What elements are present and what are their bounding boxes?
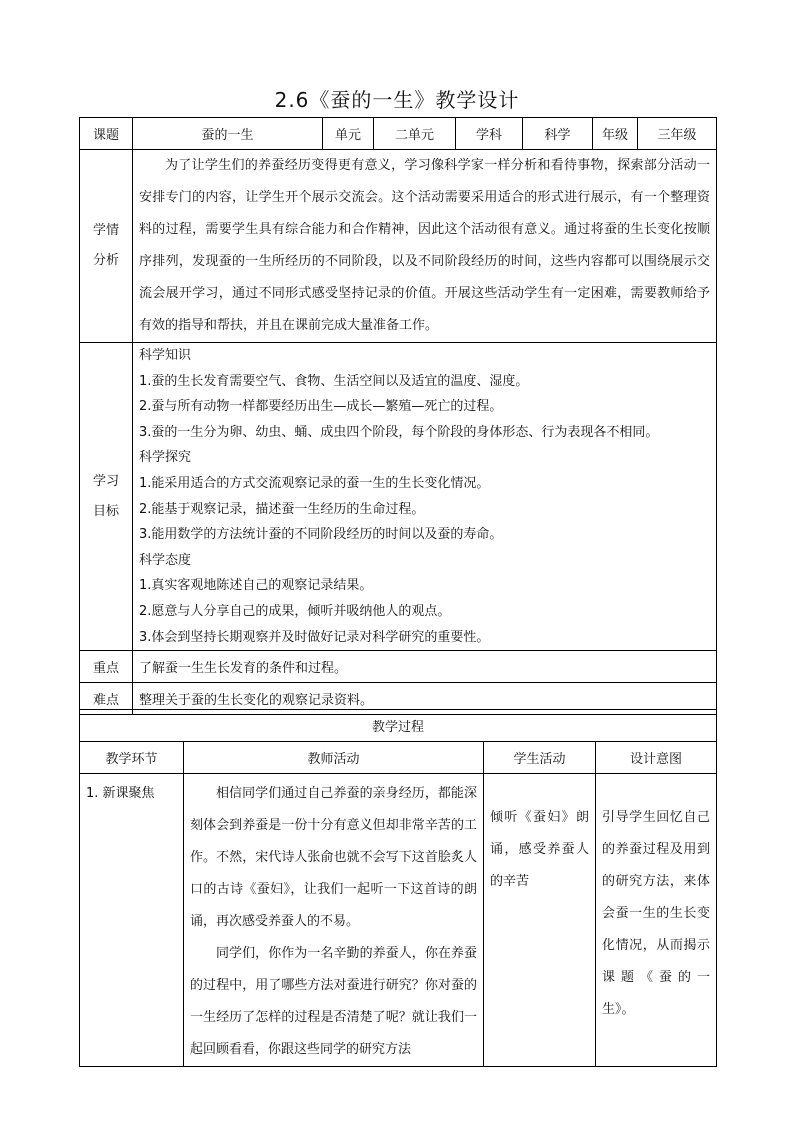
col-header-intent: 设计意图 bbox=[596, 742, 717, 774]
stage-cell: 1. 新课聚焦 bbox=[80, 774, 184, 1067]
design-intent-cell: 引导学生回忆自己的养蚕过程及用到的研究方法，来体会蚕一生的生长变化情况，从而揭示课题《蚕的一生》。 bbox=[596, 774, 717, 1067]
analysis-label bbox=[80, 150, 133, 343]
teacher-activity-cell bbox=[184, 774, 484, 1067]
grade-label: 年级 bbox=[593, 118, 638, 150]
goal-item: 3.蚕的一生分为卵、幼虫、蛹、成虫四个阶段，每个阶段的身体形态、行为表现各不相同。 bbox=[139, 424, 659, 440]
goal-item: 2.能基于观察记录，描述蚕一生经历的生命过程。 bbox=[139, 501, 425, 517]
key-point-text: 了解蚕一生生长发育的条件和过程。 bbox=[133, 651, 717, 683]
header-row bbox=[80, 118, 717, 150]
goal-item: 1.真实客观地陈述自己的观察记录结果。 bbox=[139, 578, 373, 594]
analysis-label-line2: 分析 bbox=[92, 253, 119, 268]
teacher-paragraph: 同学们，你作为一名辛勤的养蚕人，你在养蚕的过程中，用了哪些方法对蚕进行研究？你对蚕的一生经历了怎样的过程是否清楚了呢？就让我们一起回顾看看，你跟这些同学的研究方法 bbox=[190, 946, 477, 1057]
subject-label: 学科 bbox=[456, 118, 523, 150]
goal-item: 1.蚕的生长发育需要空气、食物、生活空间以及适宜的温度、湿度。 bbox=[139, 373, 529, 389]
goal-item: 3.体会到坚持长期观察并及时做好记录对科学研究的重要性。 bbox=[139, 629, 490, 645]
goals-cell bbox=[133, 343, 717, 651]
analysis-row bbox=[80, 150, 717, 343]
difficulty-text: 整理关于蚕的生长变化的观察记录资料。 bbox=[133, 683, 717, 715]
goal-item: 2.蚕与所有动物一样都要经历出生—成长—繁殖—死亡的过程。 bbox=[139, 399, 503, 415]
teaching-process-table bbox=[79, 709, 717, 1067]
unit-label: 单元 bbox=[323, 118, 374, 150]
goals-label-line2: 目标 bbox=[92, 503, 119, 519]
goal-heading-inquiry: 科学探究 bbox=[139, 450, 192, 466]
difficulty-label: 难点 bbox=[80, 683, 133, 715]
analysis-cell bbox=[133, 150, 717, 343]
teacher-paragraph: 相信同学们通过自己养蚕的亲身经历，都能深刻体会到养蚕是一份十分有意义但却非常辛苦的工作。不然，宋代诗人张俞也就不会写下这首脍炙人口的古诗《蚕妇》，让我们一起听一下这首诗的朗诵，再次感受养蚕人的不易。 bbox=[190, 786, 477, 929]
col-header-teacher: 教师活动 bbox=[184, 742, 484, 774]
goals-label bbox=[80, 343, 133, 651]
col-header-stage: 教学环节 bbox=[80, 742, 184, 774]
key-point-label: 重点 bbox=[80, 651, 133, 683]
col-header-student: 学生活动 bbox=[484, 742, 596, 774]
topic-value: 蚕的一生 bbox=[133, 118, 323, 150]
page-title: 2.6《蚕的一生》教学设计 bbox=[274, 88, 520, 112]
student-activity-cell: 倾听《蚕妇》朗诵，感受养蚕人的辛苦 bbox=[484, 774, 596, 1067]
analysis-label-line1: 学情 bbox=[92, 223, 119, 238]
unit-value: 二单元 bbox=[374, 118, 456, 150]
process-title: 教学过程 bbox=[80, 710, 717, 742]
lesson-info-table bbox=[79, 117, 717, 715]
goal-item: 3.能用数学的方法统计蚕的不同阶段经历的时间以及蚕的寿命。 bbox=[139, 527, 503, 543]
key-point-row bbox=[80, 651, 717, 683]
goals-label-line1: 学习 bbox=[92, 473, 119, 489]
goal-heading-knowledge: 科学知识 bbox=[139, 348, 192, 363]
analysis-text: 为了让学生们的养蚕经历变得更有意义，学习像科学家一样分析和看待事物，探索部分活动一安排专门的内容，让学生开个展示交流会。这个活动需要采用适合的形式进行展示，有一个整理资料的过程，需要学生具有综合能力和合作精神，因此这个活动很有意义。通过将蚕的生长变化按顺序排列，发现蚕的一生所经历的不同阶段，以及不同阶段经历的时间，这些内容都可以围绕展示交流会展开学习，通过不同形式感受坚持记录的价值。开展这些活动学生有一定困难，需要教师给予有效的指导和帮扶，并且在课前完成大量准备工作。 bbox=[139, 158, 710, 333]
process-header-row bbox=[80, 742, 717, 774]
goal-item: 1.能采用适合的方式交流观察记录的蚕一生的生长变化情况。 bbox=[139, 475, 490, 491]
topic-label: 课题 bbox=[80, 118, 133, 150]
grade-value: 三年级 bbox=[638, 118, 717, 150]
goal-heading-attitude: 科学态度 bbox=[139, 552, 192, 568]
subject-value: 科学 bbox=[523, 118, 593, 150]
goal-item: 2.愿意与人分享自己的成果，倾听并吸纳他人的观点。 bbox=[139, 603, 451, 619]
process-row bbox=[80, 774, 717, 1067]
goals-row bbox=[80, 343, 717, 651]
